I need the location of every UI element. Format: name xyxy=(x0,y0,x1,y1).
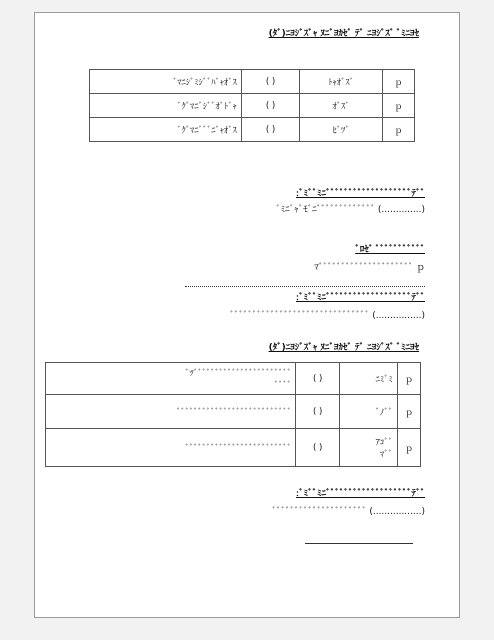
question-2-line: ﾞﾐﾆﾞｬﾞﾓﾞﾆﾞﾞﾞﾞﾞﾞﾞﾞﾞﾞﾞﾞﾞ (..............) xyxy=(276,205,425,215)
answer-dotted-line[interactable] xyxy=(185,286,425,287)
question-3-heading: ﾞﾛｾﾞ ﾞﾞﾞﾞﾞﾞﾞﾞﾞﾞﾞ xyxy=(355,245,425,255)
table-row xyxy=(46,395,421,429)
question-4-heading: :ﾞﾐﾞﾞﾐﾆﾞﾞﾞﾞﾞﾞﾞﾞﾞﾞﾞﾞﾞﾞﾞﾞﾞﾞﾞﾃﾞﾞ xyxy=(296,293,425,303)
row-mark: ｐ xyxy=(382,70,414,94)
question-text-continued: ﾞﾞﾞﾞ xyxy=(274,380,292,391)
row-mark: ｐ xyxy=(382,118,414,142)
answer-blank[interactable]: ( ) xyxy=(241,118,300,142)
question-5-line: ﾞﾞﾞﾞﾞﾞﾞﾞﾞﾞﾞﾞﾞﾞﾞﾞﾞﾞﾞﾞﾞ (.................) xyxy=(271,507,425,517)
section-1-table xyxy=(89,69,415,142)
question-4-line: ﾞﾞﾞﾞﾞﾞﾞﾞﾞﾞﾞﾞﾞﾞﾞﾞﾞﾞﾞﾞﾞﾞﾞﾞﾞﾞﾞﾞﾞﾞﾞ (................) xyxy=(229,311,425,321)
answer-blank[interactable]: ( ) xyxy=(296,395,340,429)
section-2-heading: (ﾀﾞ)ﾆﾖｼﾞｽﾞｬ ﾇﾆﾞﾖｶｾﾞ ﾃﾞ ﾆﾖｼﾞｽﾞ ﾞﾐﾆﾖｾ xyxy=(268,343,419,353)
table-row xyxy=(90,118,415,142)
row-mark: ｐ xyxy=(382,94,414,118)
table-row xyxy=(90,94,415,118)
worksheet-page xyxy=(34,12,460,618)
answer-blank[interactable]: ( ) xyxy=(241,94,300,118)
table-row xyxy=(46,429,421,467)
answer-option: ｵﾞｽﾞ xyxy=(300,94,382,118)
row-mark: ｐ xyxy=(397,363,420,395)
answer-option: ﾞﾉﾞﾞ xyxy=(339,395,397,429)
question-cell: ﾞｸﾞﾏﾆﾞｼﾞﾞｵﾞﾄﾞｬ xyxy=(90,94,242,118)
table-row xyxy=(46,363,421,395)
answer-option: ﾄｬｵﾞｽﾞ xyxy=(300,70,382,94)
section-2-table xyxy=(45,362,421,467)
question-5-heading: :ﾞﾐﾞﾞﾐﾆﾞﾞﾞﾞﾞﾞﾞﾞﾞﾞﾞﾞﾞﾞﾞﾞﾞﾞﾞﾃﾞﾞ xyxy=(296,489,425,499)
table-row xyxy=(90,70,415,94)
answer-blank[interactable]: ( ) xyxy=(296,363,340,395)
question-2-heading: :ﾞﾐﾞﾞﾐﾆﾞﾞﾞﾞﾞﾞﾞﾞﾞﾞﾞﾞﾞﾞﾞﾞﾞﾞﾞﾃﾞﾞ xyxy=(296,189,425,199)
question-3-line: ﾏﾞﾞﾞﾞﾞﾞﾞﾞﾞﾞﾞﾞﾞﾞﾞﾞﾞﾞﾞﾞﾞ ｐ xyxy=(314,263,425,273)
question-cell: ﾞｸﾞﾏﾆﾞﾞﾞﾆﾞｬｵﾞｽ xyxy=(90,118,242,142)
row-mark: ｐ xyxy=(397,395,420,429)
row-mark: ｐ xyxy=(397,429,420,467)
question-cell: ﾞﾏﾆｼﾞﾐｼﾞﾞﾊﾞｬｵﾞｽ xyxy=(90,70,242,94)
answer-option: ﾆﾐﾞﾐ xyxy=(339,363,397,395)
question-cell: ﾞﾞﾞﾞﾞﾞﾞﾞﾞﾞﾞﾞﾞﾞﾞﾞﾞﾞﾞﾞﾞﾞﾞﾞﾞﾞﾞ xyxy=(46,395,296,429)
answer-text: ｱｺﾞﾞ xyxy=(375,437,393,448)
answer-blank[interactable]: ( ) xyxy=(296,429,340,467)
answer-text-continued: ﾏﾞﾞ xyxy=(379,449,393,460)
question-text: ﾞﾂﾞﾞﾞﾞﾞﾞﾞﾞﾞﾞﾞﾞﾞﾞﾞﾞﾞﾞﾞﾞﾞﾞﾞ xyxy=(185,368,292,379)
question-cell xyxy=(46,363,296,395)
signature-line[interactable] xyxy=(305,543,413,544)
answer-option xyxy=(339,429,397,467)
answer-option: ﾋﾞﾂﾞ xyxy=(300,118,382,142)
section-1-heading: (ﾀﾞ)ﾆﾖｼﾞｽﾞｬ ﾇﾆﾞﾖｶｾﾞ ﾃﾞ ﾆﾖｼﾞｽﾞ ﾞﾐﾆﾖｾ xyxy=(268,29,419,39)
answer-blank[interactable]: ( ) xyxy=(241,70,300,94)
question-cell: ﾞﾞﾞﾞﾞﾞﾞﾞﾞﾞﾞﾞﾞﾞﾞﾞﾞﾞﾞﾞﾞﾞﾞﾞﾞ xyxy=(46,429,296,467)
